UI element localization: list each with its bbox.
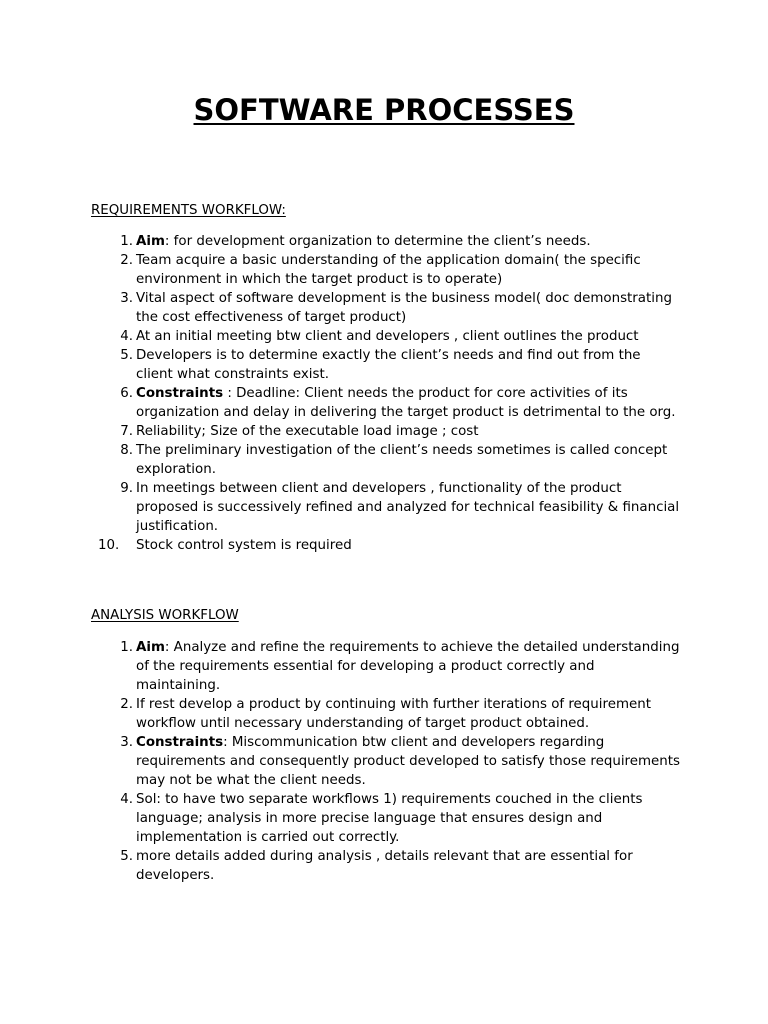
list-item-number: 5. — [120, 348, 133, 363]
analysis-workflow-list — [0, 638, 680, 885]
list-item — [0, 695, 680, 733]
list-item-text: Team acquire a basic understanding of the application domain( the specific environment in which the target product is to operate) — [136, 253, 641, 287]
list-item — [0, 232, 680, 251]
requirements-workflow-list — [0, 232, 680, 555]
list-item-text: At an initial meeting btw client and developers , client outlines the product — [136, 329, 639, 344]
list-item-text: Vital aspect of software development is the business model( doc demonstrating the cost effectiveness of target product) — [136, 291, 672, 325]
list-item-keyword: Constraints — [136, 735, 224, 750]
list-item-keyword: Aim — [136, 640, 165, 655]
list-item-text: Sol: to have two separate workflows 1) requirements couched in the clients language; analysis in more precise language that ensures design and implementation is carried out correctly. — [136, 792, 643, 845]
list-item-text: Stock control system is required — [136, 538, 352, 553]
list-item — [0, 479, 680, 536]
list-item — [0, 790, 680, 847]
list-item-text: Reliability; Size of the executable load image ; cost — [136, 424, 479, 439]
list-item-text: : Analyze and refine the requirements to achieve the detailed understanding of the requirements essential for developing a product correctly and maintaining. — [136, 640, 680, 693]
page-title-text: SOFTWARE PROCESSES — [193, 93, 575, 127]
list-item-text: In meetings between client and developers , functionality of the product proposed is successively refined and analyzed for technical feasibility & financial justification. — [136, 481, 680, 534]
list-item — [0, 733, 680, 790]
list-item-number: 3. — [120, 291, 133, 306]
requirements-workflow-heading: REQUIREMENTS WORKFLOW: — [91, 203, 286, 218]
list-item-keyword: Constraints — [136, 386, 224, 401]
page-title — [0, 91, 768, 129]
list-item — [0, 251, 680, 289]
list-item — [0, 441, 680, 479]
list-item-number: 2. — [120, 697, 133, 712]
list-item — [0, 289, 680, 327]
list-item-number: 4. — [120, 329, 133, 344]
list-item — [0, 638, 680, 695]
list-item — [0, 346, 680, 384]
list-item-number: 1. — [120, 234, 133, 249]
list-item-number: 9. — [120, 481, 133, 496]
list-item — [0, 847, 680, 885]
list-item — [0, 536, 680, 555]
list-item-number: 4. — [120, 792, 133, 807]
list-item-number: 2. — [120, 253, 133, 268]
list-item-number: 5. — [120, 849, 133, 864]
list-item-text: The preliminary investigation of the client’s needs sometimes is called concept exploration. — [136, 443, 668, 477]
list-item-text: Developers is to determine exactly the client’s needs and find out from the client what constraints exist. — [136, 348, 641, 382]
list-item-text: If rest develop a product by continuing with further iterations of requirement workflow until necessary understanding of target product obtained. — [136, 697, 651, 731]
list-item-number: 8. — [120, 443, 133, 458]
list-item-text: : Miscommunication btw client and developers regarding requirements and consequently product developed to satisfy those requirements may not be what the client needs. — [136, 735, 680, 788]
list-item — [0, 422, 680, 441]
list-item — [0, 327, 680, 346]
list-item-number: 6. — [120, 386, 133, 401]
list-item-text: : Deadline: Client needs the product for core activities of its organization and delay in delivering the target product is detrimental to the org. — [136, 386, 676, 420]
list-item-number: 3. — [120, 735, 133, 750]
list-item-keyword: Aim — [136, 234, 165, 249]
list-item — [0, 384, 680, 422]
list-item-number: 7. — [120, 424, 133, 439]
list-item-text: : for development organization to determine the client’s needs. — [164, 234, 591, 249]
list-item-text: more details added during analysis , details relevant that are essential for developers. — [136, 849, 633, 883]
list-item-number: 10. — [98, 538, 120, 553]
list-item-number: 1. — [120, 640, 133, 655]
analysis-workflow-heading: ANALYSIS WORKFLOW — [91, 608, 239, 623]
